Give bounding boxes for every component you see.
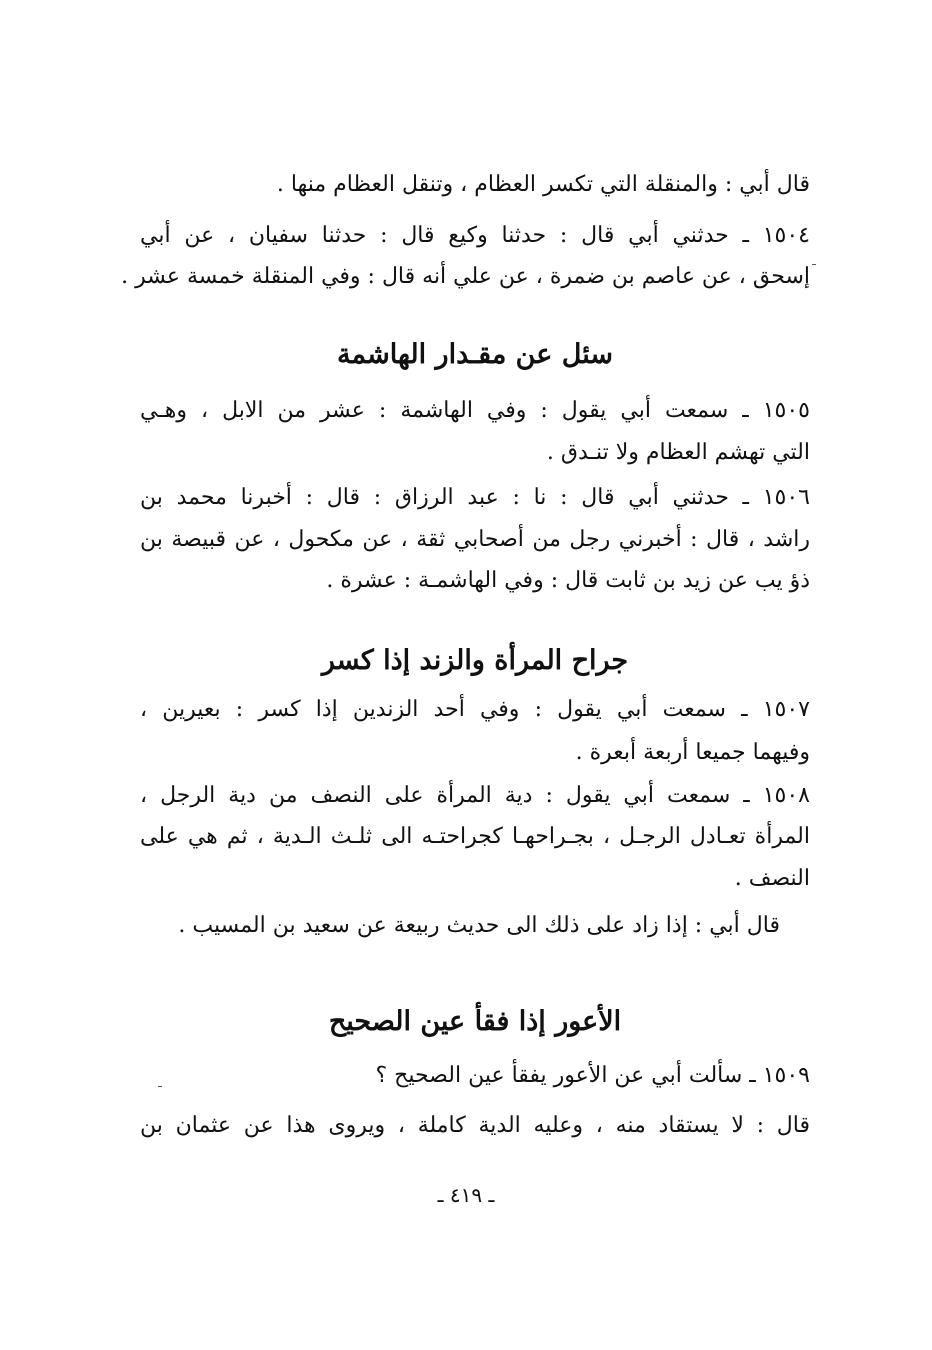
section-heading-one-eyed: الأعور إذا فقأ عين الصحيح: [328, 1006, 622, 1037]
section-heading-woman-wounds: جراح المرأة والزند إذا كسر: [321, 645, 629, 676]
hadith-1504-line-1: ١٥٠٤ ـ حدثني أبي قال : حدثنا وكيع قال : حدثنا سفيان ، عن أبي: [140, 223, 810, 248]
paragraph-line: قال أبي : إذا زاد على ذلك الى حديث ربيعة عن سعيد بن المسيب .: [178, 913, 780, 938]
hadith-1508-line-1: ١٥٠٨ ـ سمعت أبي يقول : دية المرأة على النصف من دية الرجل ،: [140, 783, 810, 808]
hadith-1506-line-2: راشد ، قال : أخبرني رجل من أصحابي ثقة ، عن مكحول ، عن قبيصة بن: [140, 527, 810, 552]
hadith-1509-line-2: قال : لا يستقاد منه ، وعليه الدية كاملة ، ويروى هذا عن عثمان بن: [140, 1113, 810, 1138]
scan-mark: [812, 264, 816, 265]
hadith-1506-line-3: ذؤ يب عن زيد بن ثابت قال : وفي الهاشمـة : عشرة .: [326, 568, 810, 593]
hadith-1507-line-1: ١٥٠٧ ـ سمعت أبي يقول : وفي أحد الزندين إذا كسر : بعيرين ،: [140, 697, 810, 722]
hadith-1507-line-2: وفيهما جميعا أربعة أبعرة .: [575, 740, 810, 765]
scan-mark: [158, 1086, 162, 1087]
hadith-1504-line-2: إسحق ، عن عاصم بن ضمرة ، عن علي أنه قال : وفي المنقلة خمسة عشر .: [121, 264, 810, 289]
paragraph-line: قال أبي : والمنقلة التي تكسر العظام ، وتنقل العظام منها .: [276, 172, 810, 197]
hadith-1508-line-2: المرأة تعـادل الرجـل ، بجـراحهـا كجراحتـه الى ثلـث الـدية ، ثم هي على: [140, 824, 810, 849]
hadith-1505-line-2: التي تهشم العظام ولا تنـدق .: [546, 440, 810, 465]
hadith-1509-line-1: ١٥٠٩ ـ سألت أبي عن الأعور يفقأ عين الصحيح ؟: [375, 1063, 810, 1088]
page-number: ـ ٤١٩ ـ: [437, 1183, 495, 1207]
section-heading-hashima: سئل عن مقـدار الهاشمة: [337, 339, 613, 370]
hadith-1508-line-3: النصف .: [734, 866, 810, 891]
hadith-1506-line-1: ١٥٠٦ ـ حدثني أبي قال : نا : عبد الرزاق : قال : أخبرنا محمد بن: [140, 485, 810, 510]
hadith-1505-line-1: ١٥٠٥ ـ سمعت أبي يقول : وفي الهاشمة : عشر من الابل ، وهـي: [140, 398, 810, 423]
